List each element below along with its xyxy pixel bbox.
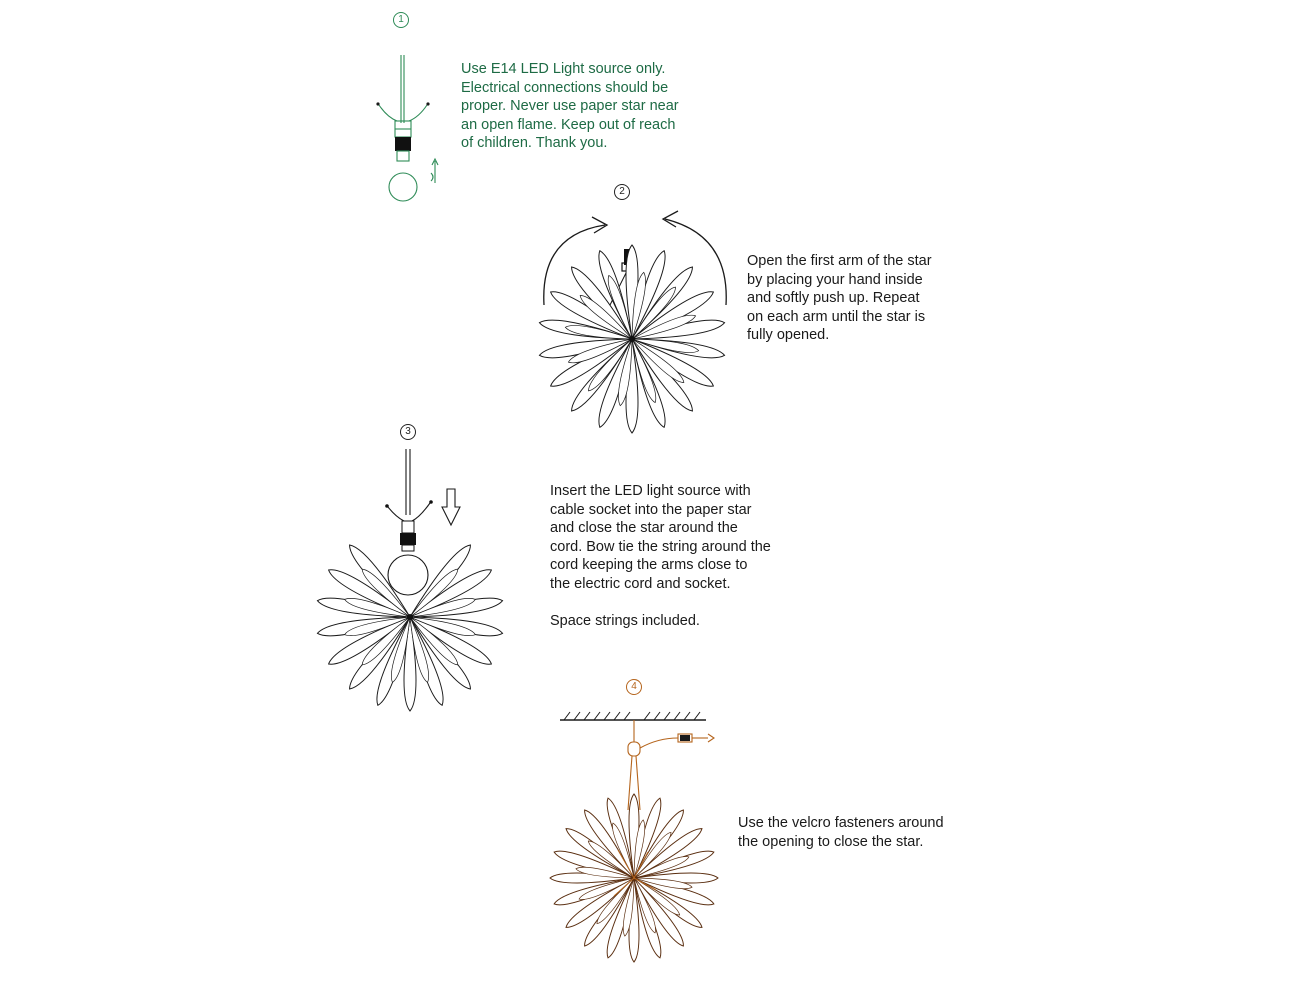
step-2-number: 2	[614, 184, 630, 200]
step-4-instructions: Use the velcro fasteners around the opening to close the star.	[738, 815, 944, 850]
step-4-number: 4	[626, 679, 642, 695]
step-1-number: 1	[393, 12, 409, 28]
step-3-number: 3	[400, 424, 416, 440]
hanging-star-icon	[548, 700, 723, 980]
paper-star-opening-icon	[530, 205, 740, 435]
step-3-instructions: Insert the LED light source with cable socket into the paper star and close the star around the cord. Bow tie the string around the cord keeping the arms close to the electric cord and socket. Space strings included.	[550, 483, 771, 629]
bulb-in-star-icon	[318, 445, 518, 710]
step-1-instructions: Use E14 LED Light source only. Electrical connections should be proper. Never use paper star near an open flame. Keep out of reach of children. Thank you.	[461, 61, 679, 151]
led-bulb-icon	[365, 55, 445, 210]
step-2-instructions: Open the first arm of the star by placing your hand inside and softly push up. Repeat on each arm until the star is fully opened.	[747, 253, 932, 343]
